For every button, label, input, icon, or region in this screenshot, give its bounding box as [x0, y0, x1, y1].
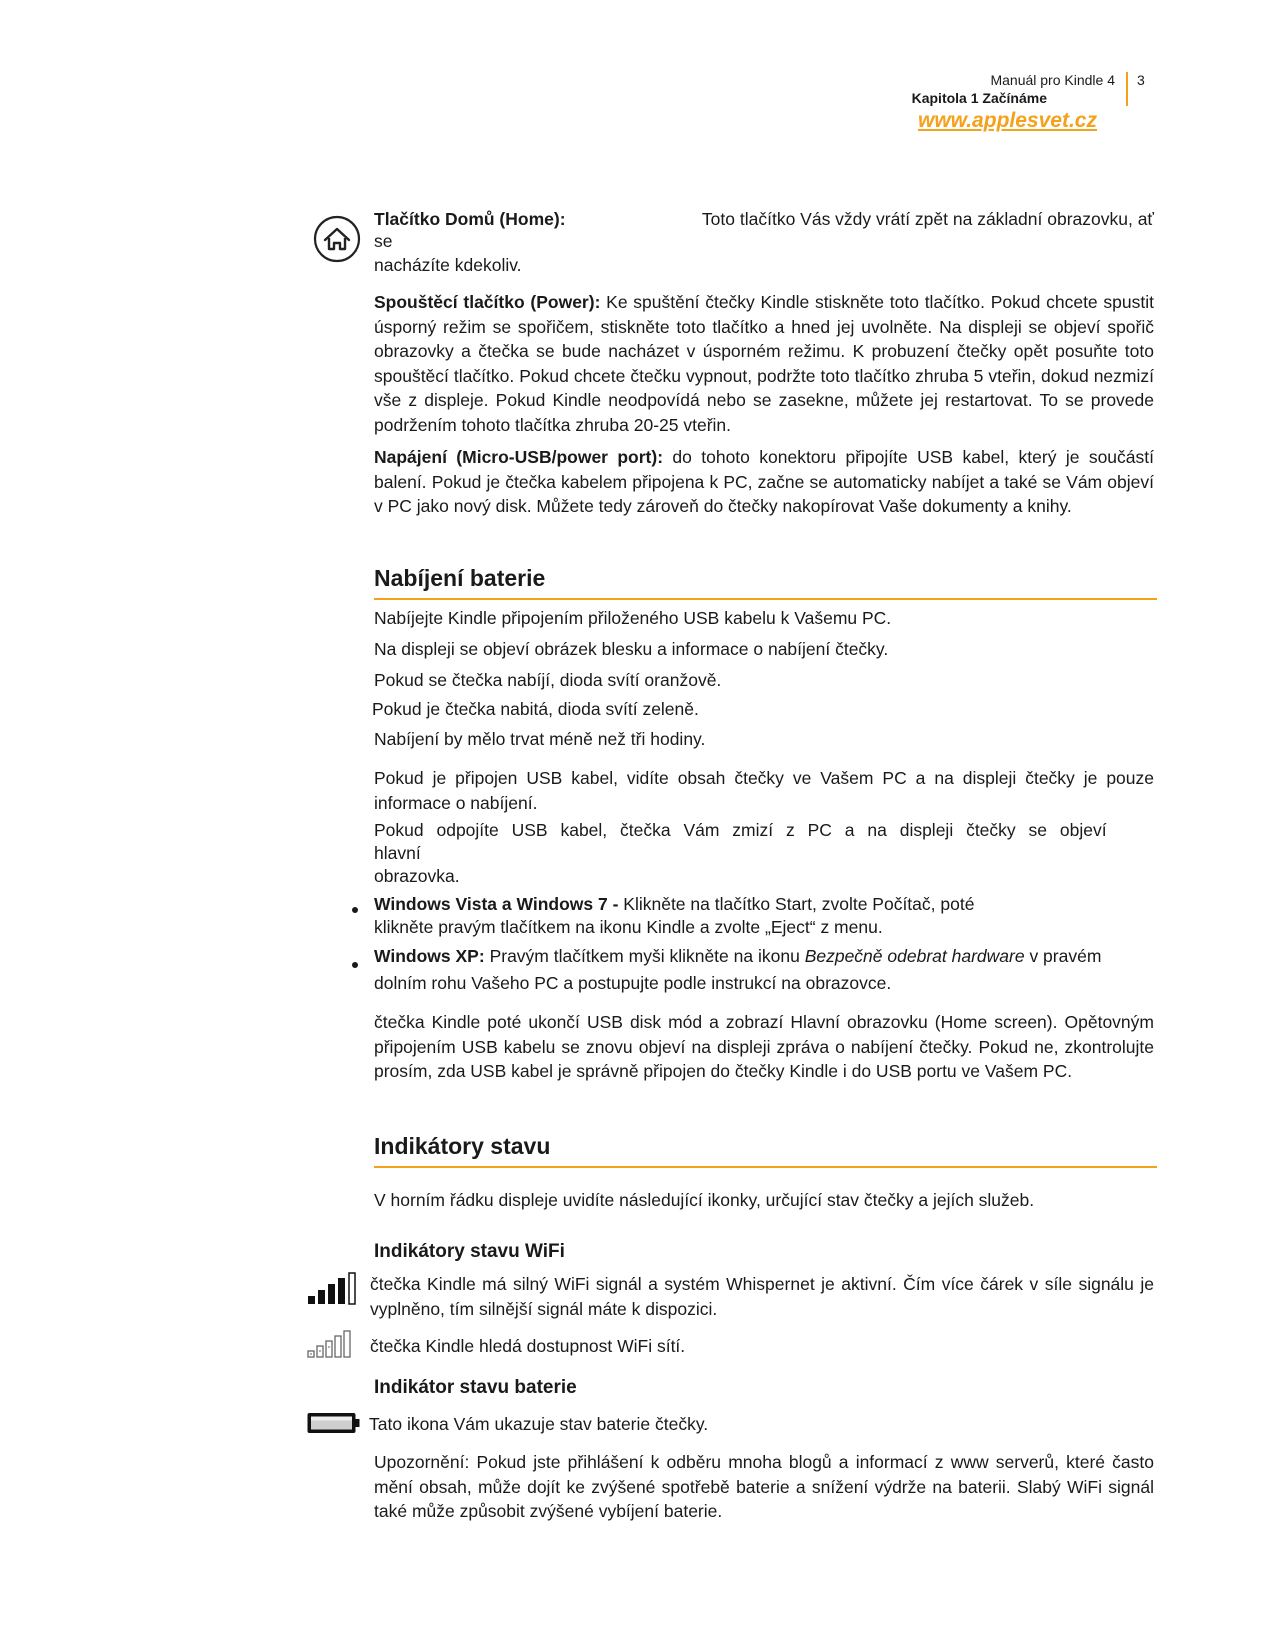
- power-text: Ke spuštění čtečky Kindle stiskněte toto tlačítko. Pokud chcete spustit úsporný režim se spořičem, stiskněte toto tlačítko a hned jej uvolněte. Na displeji se objeví spořič obrazovky a čtečka se bude nacházet v úsporném režimu. K probuzení čtečky opět posuňte toto spouštěcí tlačítko. Pokud chcete čtečku vypnout, podržte toto tlačítko zhruba 5 vteřin, dokud nezmizí vše z displeje. Pokud Kindle neodpovídá nebo se zasekne, můžete jej restartovat. To se provede podržením tohoto tlačítka zhruba 20-25 vteřin.: [374, 292, 1154, 435]
- wifi-heading: Indikátory stavu WiFi: [374, 1241, 565, 1262]
- charging-line4: Pokud je čtečka nabitá, dioda svítí zeleně.: [372, 699, 699, 719]
- bullet1-line2: klikněte pravým tlačítkem na ikonu Kindle a zvolte „Eject“ z menu.: [374, 917, 883, 937]
- home-line1: [374, 207, 1154, 231]
- bullet2-title: Windows XP:: [374, 946, 485, 966]
- bullet1-text1: Klikněte na tlačítko Start, zvolte Počítač, poté: [623, 894, 975, 914]
- para2-text: Pokud odpojíte USB kabel, čtečka Vám zmizí z PC a na displeji čtečky se objeví: [374, 820, 1107, 840]
- charging-line5: Nabíjení by mělo trvat méně než tři hodiny.: [374, 729, 706, 749]
- charging-para1: Pokud je připojen USB kabel, vidíte obsah čtečky ve Vašem PC a na displeji čtečky je pouze informace o nabíjení.: [374, 768, 1154, 813]
- home-text: Toto tlačítko Vás vždy vrátí zpět na základní obrazovku, ať: [701, 209, 1154, 229]
- power-paragraph: [374, 290, 1154, 437]
- wifi-strong-icon: [306, 1272, 366, 1306]
- home-title: Tlačítko Domů (Home):: [374, 209, 566, 229]
- header-divider: [1126, 72, 1128, 106]
- header-chapter: Kapitola 1 Začínáme: [911, 90, 1047, 106]
- bullet2-text1a: Pravým tlačítkem myši klikněte na ikonu: [489, 946, 800, 966]
- page-number: 3: [1137, 72, 1145, 88]
- bullet1-title: Windows Vista a Windows 7 -: [374, 894, 619, 914]
- wifi-search-text: čtečka Kindle hledá dostupnost WiFi sítí.: [370, 1336, 686, 1356]
- home-icon: [312, 214, 362, 264]
- port-title: Napájení (Micro-USB/power port):: [374, 447, 664, 467]
- charging-heading: Nabíjení baterie: [374, 565, 1157, 600]
- battery-icon: [306, 1410, 362, 1436]
- battery-warning: Upozornění: Pokud jste přihlášení k odběru mnoha blogů a informací z www serverů, které často mění obsah, může dojít ke zvýšené spotřebě baterie a snížení výdrže na baterii. Slabý WiFi signál také může způsobit zvýšené vybíjení baterie.: [374, 1452, 1154, 1521]
- power-title: Spouštěcí tlačítko (Power):: [374, 292, 601, 312]
- port-paragraph: [374, 445, 1154, 519]
- charging-line3: Pokud se čtečka nabíjí, dioda svítí oranžově.: [374, 670, 722, 690]
- battery-heading: Indikátor stavu baterie: [374, 1377, 577, 1398]
- bullet1-line1: [374, 892, 974, 916]
- charging-line2: Na displeji se objeví obrázek blesku a informace o nabíjení čtečky.: [374, 639, 889, 659]
- bullet2-line1: [374, 944, 1101, 968]
- wifi-searching-icon: [306, 1329, 366, 1359]
- home-line3: nacházíte kdekoliv.: [374, 255, 522, 275]
- charging-para3: čtečka Kindle poté ukončí USB disk mód a zobrazí Hlavní obrazovku (Home screen). Opětovným připojením USB kabelu se znovu objeví na displeji zpráva o nabíjení čtečky. Pokud ne, zkontrolujte prosím, zda USB kabel je správně připojen do čtečky Kindle i do USB portu ve Vašem PC.: [374, 1012, 1154, 1081]
- home-line2: se: [374, 231, 393, 251]
- header-title: Manuál pro Kindle 4: [990, 72, 1115, 88]
- charging-para2-line2: hlavní: [374, 843, 421, 863]
- status-heading: Indikátory stavu: [374, 1133, 1157, 1168]
- charging-para2-line3: obrazovka.: [374, 866, 460, 886]
- charging-para2-line1: [374, 818, 1154, 842]
- wifi-strong-text: čtečka Kindle má silný WiFi signál a systém Whispernet je aktivní. Čím více čárek v síle signálu je vyplněno, tím silnější signál máte k dispozici.: [370, 1274, 1154, 1319]
- website-link[interactable]: www.applesvet.cz: [918, 109, 1097, 132]
- charging-line1: Nabíjejte Kindle připojením přiloženého USB kabelu k Vašemu PC.: [374, 608, 892, 628]
- bullet-dot: [352, 962, 358, 968]
- port-text: do tohoto konektoru připojíte USB kabel, který je součástí balení. Pokud je čtečka kabelem připojena k PC, začne se automaticky nabíjet a také se Vám objeví v PC jako nový disk. Můžete tedy zároveň do čtečky nakopírovat Vaše dokumenty a knihy.: [374, 447, 1154, 516]
- status-intro: V horním řádku displeje uvidíte následující ikonky, určující stav čtečky a jejích služeb.: [374, 1190, 1035, 1210]
- bullet-dot: [352, 907, 358, 913]
- battery-text: Tato ikona Vám ukazuje stav baterie čtečky.: [369, 1414, 709, 1434]
- bullet2-text1-italic: Bezpečně odebrat hardware: [804, 946, 1025, 966]
- bullet2-line2: dolním rohu Vašeho PC a postupujte podle instrukcí na obrazovce.: [374, 973, 892, 993]
- bullet2-text1b: v pravém: [1029, 946, 1102, 966]
